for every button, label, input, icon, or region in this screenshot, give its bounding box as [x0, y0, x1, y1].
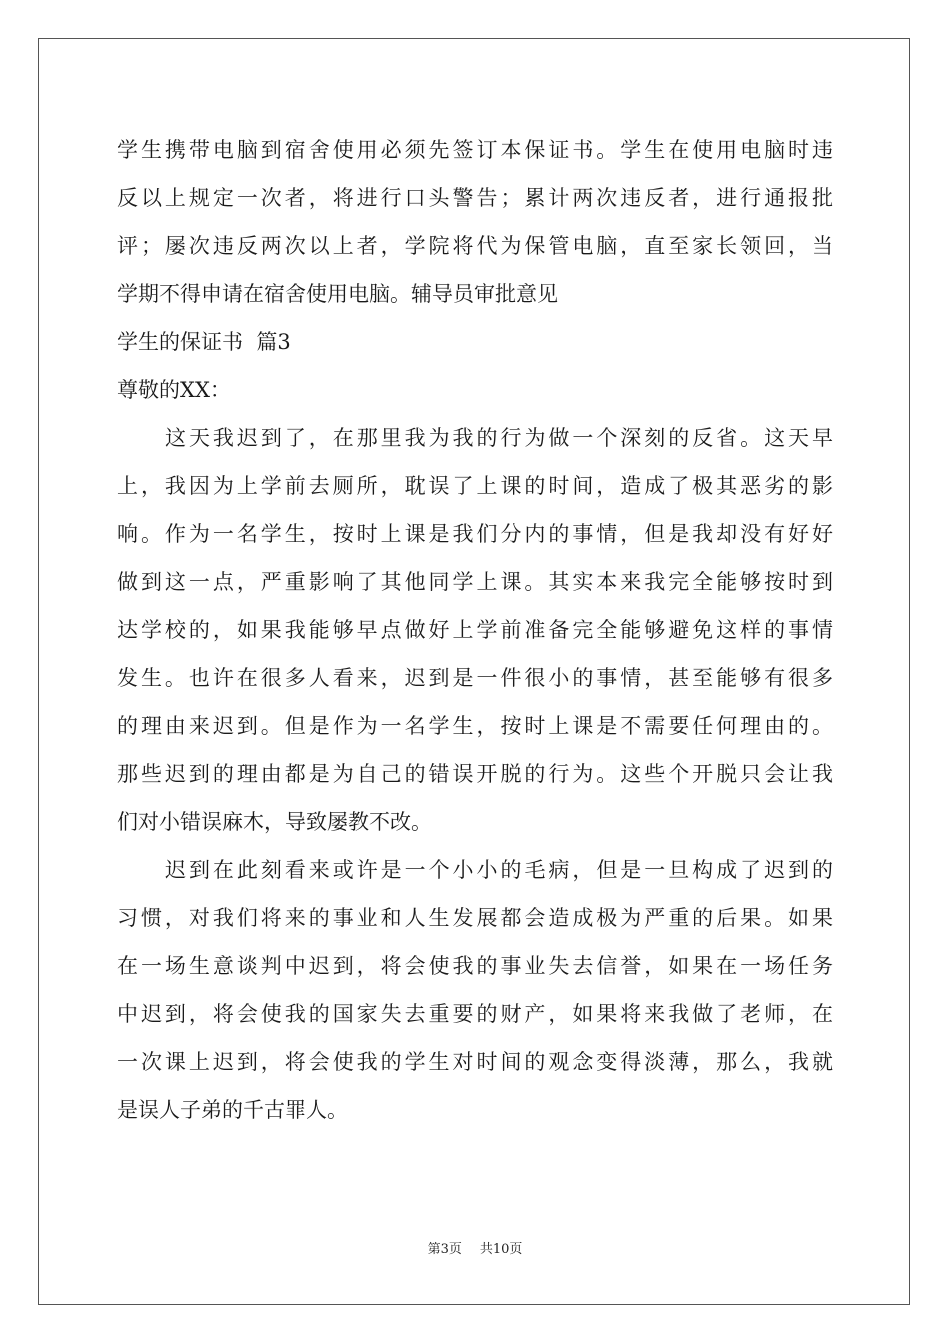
page-number-total: 共10页: [479, 1242, 523, 1257]
text-line: 在一场生意谈判中迟到，将会使我的事业失去信誉，如果在一场任务: [117, 954, 833, 978]
text-line: 发生。也许在很多人看来，迟到是一件很小的事情，甚至能够有很多: [117, 666, 833, 690]
text-line: 这天我迟到了，在那里我为我的行为做一个深刻的反省。这天早: [165, 426, 833, 450]
salutation: 尊敬的XX：: [117, 378, 231, 402]
text-line: 达学校的，如果我能够早点做好上学前准备完全能够避免这样的事情: [117, 618, 833, 642]
text-line: 上，我因为上学前去厕所，耽误了上课的时间，造成了极其恶劣的影: [117, 474, 833, 498]
text-line: 学期不得申请在宿舍使用电脑。辅导员审批意见: [117, 282, 558, 306]
section-heading: 学生的保证书 篇3: [117, 330, 291, 354]
text-line: 响。作为一名学生，按时上课是我们分内的事情，但是我却没有好好: [117, 522, 833, 546]
text-line: 学生携带电脑到宿舍使用必须先签订本保证书。学生在使用电脑时违: [117, 138, 833, 162]
paragraph: [117, 846, 833, 1134]
text-line: 评；屡次违反两次以上者，学院将代为保管电脑，直至家长领回，当: [117, 234, 833, 258]
text-line: 是误人子弟的千古罪人。: [117, 1098, 348, 1122]
text-line: 迟到在此刻看来或许是一个小小的毛病，但是一旦构成了迟到的: [165, 858, 833, 882]
text-line: 做到这一点，严重影响了其他同学上课。其实本来我完全能够按时到: [117, 570, 833, 594]
paragraph: [117, 126, 833, 318]
text-line: 们对小错误麻木，导致屡教不改。: [117, 810, 432, 834]
text-line: 反以上规定一次者，将进行口头警告；累计两次违反者，进行通报批: [117, 186, 833, 210]
document-body: [117, 126, 833, 1134]
text-line: 的理由来迟到。但是作为一名学生，按时上课是不需要任何理由的。: [117, 714, 833, 738]
text-line: 习惯，对我们将来的事业和人生发展都会造成极为严重的后果。如果: [117, 906, 833, 930]
page-number-current: 第3页: [427, 1242, 462, 1257]
text-line: 中迟到，将会使我的国家失去重要的财产，如果将来我做了老师，在: [117, 1002, 833, 1026]
text-line: 一次课上迟到，将会使我的学生对时间的观念变得淡薄，那么，我就: [117, 1050, 833, 1074]
text-line: 那些迟到的理由都是为自己的错误开脱的行为。这些个开脱只会让我: [117, 762, 833, 786]
page-footer: [0, 1238, 950, 1257]
paragraph: [117, 414, 833, 846]
